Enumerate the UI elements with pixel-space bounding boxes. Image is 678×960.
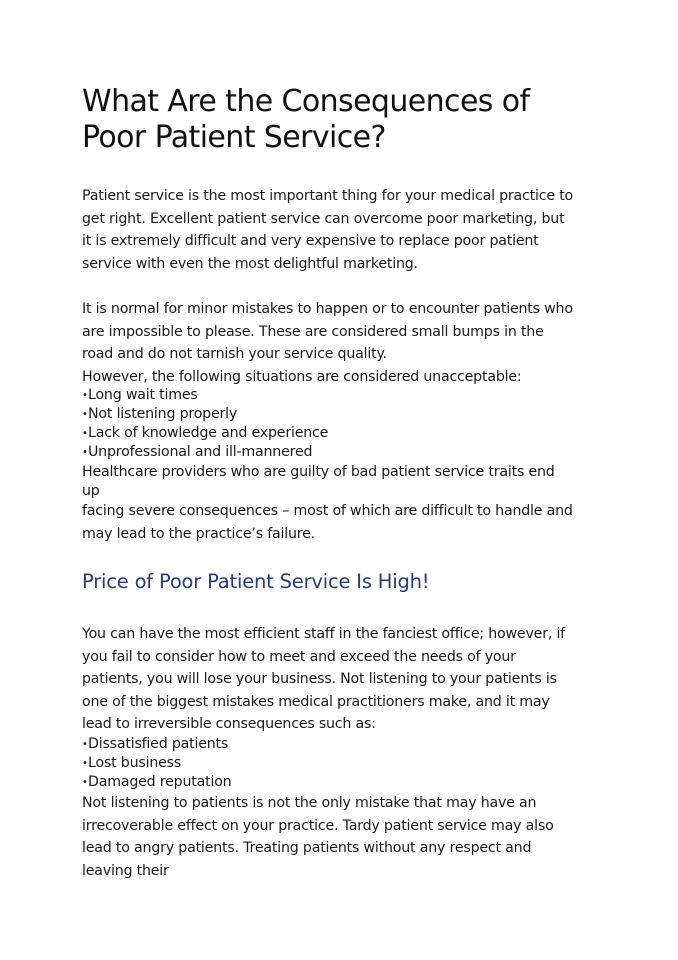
- bullet-icon: •: [82, 428, 88, 439]
- list-item: •Dissatisfied patients: [82, 736, 229, 752]
- bullet-icon: •: [82, 739, 88, 750]
- intro-line: service with even the most delightful marketing.: [82, 255, 418, 272]
- efficient-staff-line: you fail to consider how to meet and exceed the needs of your: [82, 648, 516, 665]
- closing-line: leaving their: [82, 862, 169, 879]
- closing-line: Not listening to patients is not the only mistake that may have an: [82, 795, 537, 811]
- list-item: •Long wait times: [82, 387, 198, 403]
- minor-mistakes-line: are impossible to please. These are considered small bumps in the: [82, 323, 544, 340]
- minor-mistakes-paragraph: [82, 298, 573, 366]
- unacceptable-intro: However, the following situations are considered unacceptable:: [82, 369, 522, 385]
- consequences-line: may lead to the practice’s failure.: [82, 525, 315, 542]
- efficient-staff-line: one of the biggest mistakes medical practitioners make, and it may: [82, 693, 550, 710]
- bullet-icon: •: [82, 409, 88, 420]
- unacceptable-list: [82, 386, 328, 462]
- intro-paragraph: [82, 185, 573, 275]
- list-item: •Lost business: [82, 755, 182, 771]
- page-title: What Are the Consequences of Poor Patient Service?: [82, 84, 530, 155]
- closing-paragraph: [82, 792, 554, 882]
- consequences-line: up: [82, 483, 100, 499]
- bullet-icon: •: [82, 758, 88, 769]
- list-item: •Unprofessional and ill-mannered: [82, 444, 313, 460]
- closing-line: irrecoverable effect on your practice. Tardy patient service may also: [82, 817, 554, 834]
- intro-line: it is extremely difficult and very expensive to replace poor patient: [82, 233, 539, 249]
- list-item: •Lack of knowledge and experience: [82, 425, 329, 441]
- minor-mistakes-line: road and do not tarnish your service quality.: [82, 346, 387, 362]
- efficient-staff-line: patients, you will lose your business. Not listening to your patients is: [82, 671, 557, 687]
- list-item: •Damaged reputation: [82, 774, 232, 790]
- bullet-icon: •: [82, 447, 88, 458]
- bullet-icon: •: [82, 390, 88, 401]
- irreversible-list: [82, 735, 231, 792]
- consequences-paragraph: [82, 463, 555, 501]
- consequences-line: Healthcare providers who are guilty of bad patient service traits end: [82, 464, 555, 480]
- intro-line: Patient service is the most important thing for your medical practice to: [82, 188, 574, 204]
- list-item: •Not listening properly: [82, 406, 238, 422]
- efficient-staff-paragraph: [82, 623, 565, 736]
- section-heading: Price of Poor Patient Service Is High!: [82, 570, 430, 593]
- closing-line: lead to angry patients. Treating patients without any respect and: [82, 840, 532, 856]
- consequences-paragraph-cont: [82, 500, 573, 545]
- consequences-line: facing severe consequences – most of which are difficult to handle and: [82, 503, 573, 519]
- intro-line: get right. Excellent patient service can overcome poor marketing, but: [82, 210, 565, 227]
- bullet-icon: •: [82, 777, 88, 788]
- efficient-staff-line: You can have the most efficient staff in the fanciest office; however, if: [82, 626, 565, 642]
- efficient-staff-line: lead to irreversible consequences such as:: [82, 716, 376, 732]
- minor-mistakes-line: It is normal for minor mistakes to happen or to encounter patients who: [82, 301, 573, 317]
